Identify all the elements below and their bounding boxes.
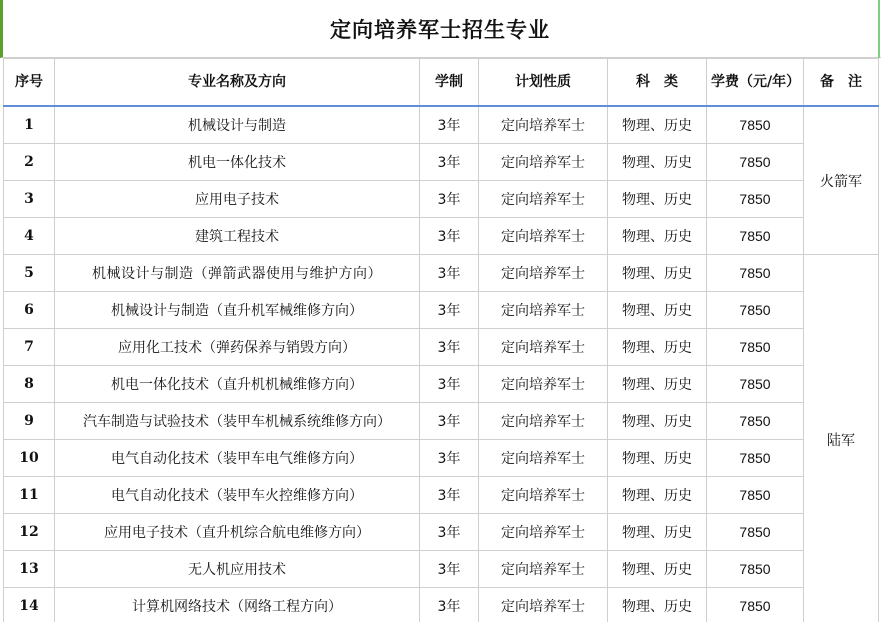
- header-remark[interactable]: 备 注: [804, 59, 879, 107]
- cell-fee[interactable]: 7850: [707, 255, 804, 292]
- cell-subjects[interactable]: 物理、历史: [608, 181, 707, 218]
- cell-fee[interactable]: 7850: [707, 440, 804, 477]
- cell-plan-nature[interactable]: 定向培养军士: [479, 144, 608, 181]
- cell-fee[interactable]: 7850: [707, 366, 804, 403]
- cell-plan-nature[interactable]: 定向培养军士: [479, 514, 608, 551]
- table-row: [4, 588, 879, 622]
- cell-seq[interactable]: 3: [4, 181, 55, 218]
- cell-subjects[interactable]: 物理、历史: [608, 440, 707, 477]
- table-row: [4, 106, 879, 144]
- cell-subjects[interactable]: 物理、历史: [608, 144, 707, 181]
- cell-major[interactable]: 应用化工技术（弹药保养与销毁方向）: [55, 329, 420, 366]
- cell-remark-army[interactable]: 陆军: [804, 255, 879, 622]
- cell-duration[interactable]: 3年: [420, 144, 479, 181]
- cell-plan-nature[interactable]: 定向培养军士: [479, 181, 608, 218]
- cell-fee[interactable]: 7850: [707, 514, 804, 551]
- table-row: [4, 255, 879, 292]
- cell-duration[interactable]: 3年: [420, 181, 479, 218]
- cell-major[interactable]: 电气自动化技术（装甲车电气维修方向）: [55, 440, 420, 477]
- header-seq[interactable]: 序号: [4, 59, 55, 107]
- cell-major[interactable]: 应用电子技术（直升机综合航电维修方向）: [55, 514, 420, 551]
- header-duration[interactable]: 学制: [420, 59, 479, 107]
- table-row: [4, 366, 879, 403]
- table-row: [4, 551, 879, 588]
- cell-fee[interactable]: 7850: [707, 144, 804, 181]
- cell-plan-nature[interactable]: 定向培养军士: [479, 106, 608, 144]
- cell-seq[interactable]: 2: [4, 144, 55, 181]
- table-row: [4, 181, 879, 218]
- cell-subjects[interactable]: 物理、历史: [608, 551, 707, 588]
- page-title: 定向培养军士招生专业: [330, 17, 550, 42]
- cell-fee[interactable]: 7850: [707, 329, 804, 366]
- cell-major[interactable]: 计算机网络技术（网络工程方向）: [55, 588, 420, 622]
- cell-subjects[interactable]: 物理、历史: [608, 292, 707, 329]
- cell-remark-rocket-force[interactable]: 火箭军: [804, 106, 879, 255]
- cell-plan-nature[interactable]: 定向培养军士: [479, 440, 608, 477]
- header-row: [4, 59, 879, 107]
- cell-fee[interactable]: 7850: [707, 106, 804, 144]
- cell-duration[interactable]: 3年: [420, 292, 479, 329]
- cell-plan-nature[interactable]: 定向培养军士: [479, 218, 608, 255]
- cell-subjects[interactable]: 物理、历史: [608, 106, 707, 144]
- cell-seq[interactable]: 4: [4, 218, 55, 255]
- cell-fee[interactable]: 7850: [707, 551, 804, 588]
- cell-subjects[interactable]: 物理、历史: [608, 366, 707, 403]
- table-row: [4, 440, 879, 477]
- cell-subjects[interactable]: 物理、历史: [608, 218, 707, 255]
- header-plan-nature[interactable]: 计划性质: [479, 59, 608, 107]
- header-major[interactable]: 专业名称及方向: [55, 59, 420, 107]
- cell-seq[interactable]: 11: [4, 477, 55, 514]
- table-row: [4, 329, 879, 366]
- cell-seq[interactable]: 14: [4, 588, 55, 622]
- cell-plan-nature[interactable]: 定向培养军士: [479, 255, 608, 292]
- cell-major[interactable]: 机械设计与制造（直升机军械维修方向）: [55, 292, 420, 329]
- cell-plan-nature[interactable]: 定向培养军士: [479, 329, 608, 366]
- cell-major[interactable]: 电气自动化技术（装甲车火控维修方向）: [55, 477, 420, 514]
- cell-major[interactable]: 机电一体化技术: [55, 144, 420, 181]
- cell-plan-nature[interactable]: 定向培养军士: [479, 477, 608, 514]
- cell-seq[interactable]: 6: [4, 292, 55, 329]
- cell-major[interactable]: 无人机应用技术: [55, 551, 420, 588]
- cell-subjects[interactable]: 物理、历史: [608, 514, 707, 551]
- cell-fee[interactable]: 7850: [707, 477, 804, 514]
- right-edge-marker: [878, 0, 880, 58]
- cell-duration[interactable]: 3年: [420, 329, 479, 366]
- cell-major[interactable]: 汽车制造与试验技术（装甲车机械系统维修方向）: [55, 403, 420, 440]
- cell-fee[interactable]: 7850: [707, 181, 804, 218]
- cell-major[interactable]: 机械设计与制造（弹箭武器使用与维护方向）: [55, 255, 420, 292]
- cell-duration[interactable]: 3年: [420, 440, 479, 477]
- cell-major[interactable]: 机械设计与制造: [55, 106, 420, 144]
- cell-subjects[interactable]: 物理、历史: [608, 588, 707, 622]
- cell-seq[interactable]: 5: [4, 255, 55, 292]
- cell-major[interactable]: 机电一体化技术（直升机机械维修方向）: [55, 366, 420, 403]
- cell-duration[interactable]: 3年: [420, 551, 479, 588]
- cell-duration[interactable]: 3年: [420, 477, 479, 514]
- cell-fee[interactable]: 7850: [707, 403, 804, 440]
- cell-plan-nature[interactable]: 定向培养军士: [479, 588, 608, 622]
- cell-duration[interactable]: 3年: [420, 218, 479, 255]
- table-row: [4, 144, 879, 181]
- cell-fee[interactable]: 7850: [707, 218, 804, 255]
- cell-major[interactable]: 建筑工程技术: [55, 218, 420, 255]
- table-row: [4, 292, 879, 329]
- cell-subjects[interactable]: 物理、历史: [608, 403, 707, 440]
- cell-plan-nature[interactable]: 定向培养军士: [479, 366, 608, 403]
- cell-seq[interactable]: 7: [4, 329, 55, 366]
- cell-plan-nature[interactable]: 定向培养军士: [479, 292, 608, 329]
- cell-fee[interactable]: 7850: [707, 292, 804, 329]
- table-row: [4, 403, 879, 440]
- cell-fee[interactable]: 7850: [707, 588, 804, 622]
- cell-subjects[interactable]: 物理、历史: [608, 329, 707, 366]
- cell-major[interactable]: 应用电子技术: [55, 181, 420, 218]
- cell-seq[interactable]: 12: [4, 514, 55, 551]
- table-row: [4, 514, 879, 551]
- title-row: [0, 0, 881, 58]
- majors-table: [3, 58, 879, 622]
- cell-plan-nature[interactable]: 定向培养军士: [479, 551, 608, 588]
- cell-duration[interactable]: 3年: [420, 255, 479, 292]
- cell-duration[interactable]: 3年: [420, 106, 479, 144]
- cell-seq[interactable]: 10: [4, 440, 55, 477]
- cell-duration[interactable]: 3年: [420, 366, 479, 403]
- cell-seq[interactable]: 8: [4, 366, 55, 403]
- cell-seq[interactable]: 13: [4, 551, 55, 588]
- cell-duration[interactable]: 3年: [420, 588, 479, 622]
- cell-subjects[interactable]: 物理、历史: [608, 255, 707, 292]
- cell-plan-nature[interactable]: 定向培养军士: [479, 403, 608, 440]
- cell-subjects[interactable]: 物理、历史: [608, 477, 707, 514]
- header-fee[interactable]: 学费（元/年）: [707, 59, 804, 107]
- header-subjects[interactable]: 科 类: [608, 59, 707, 107]
- table-row: [4, 477, 879, 514]
- cell-seq[interactable]: 1: [4, 106, 55, 144]
- cell-duration[interactable]: 3年: [420, 403, 479, 440]
- table-row: [4, 218, 879, 255]
- cell-seq[interactable]: 9: [4, 403, 55, 440]
- cell-duration[interactable]: 3年: [420, 514, 479, 551]
